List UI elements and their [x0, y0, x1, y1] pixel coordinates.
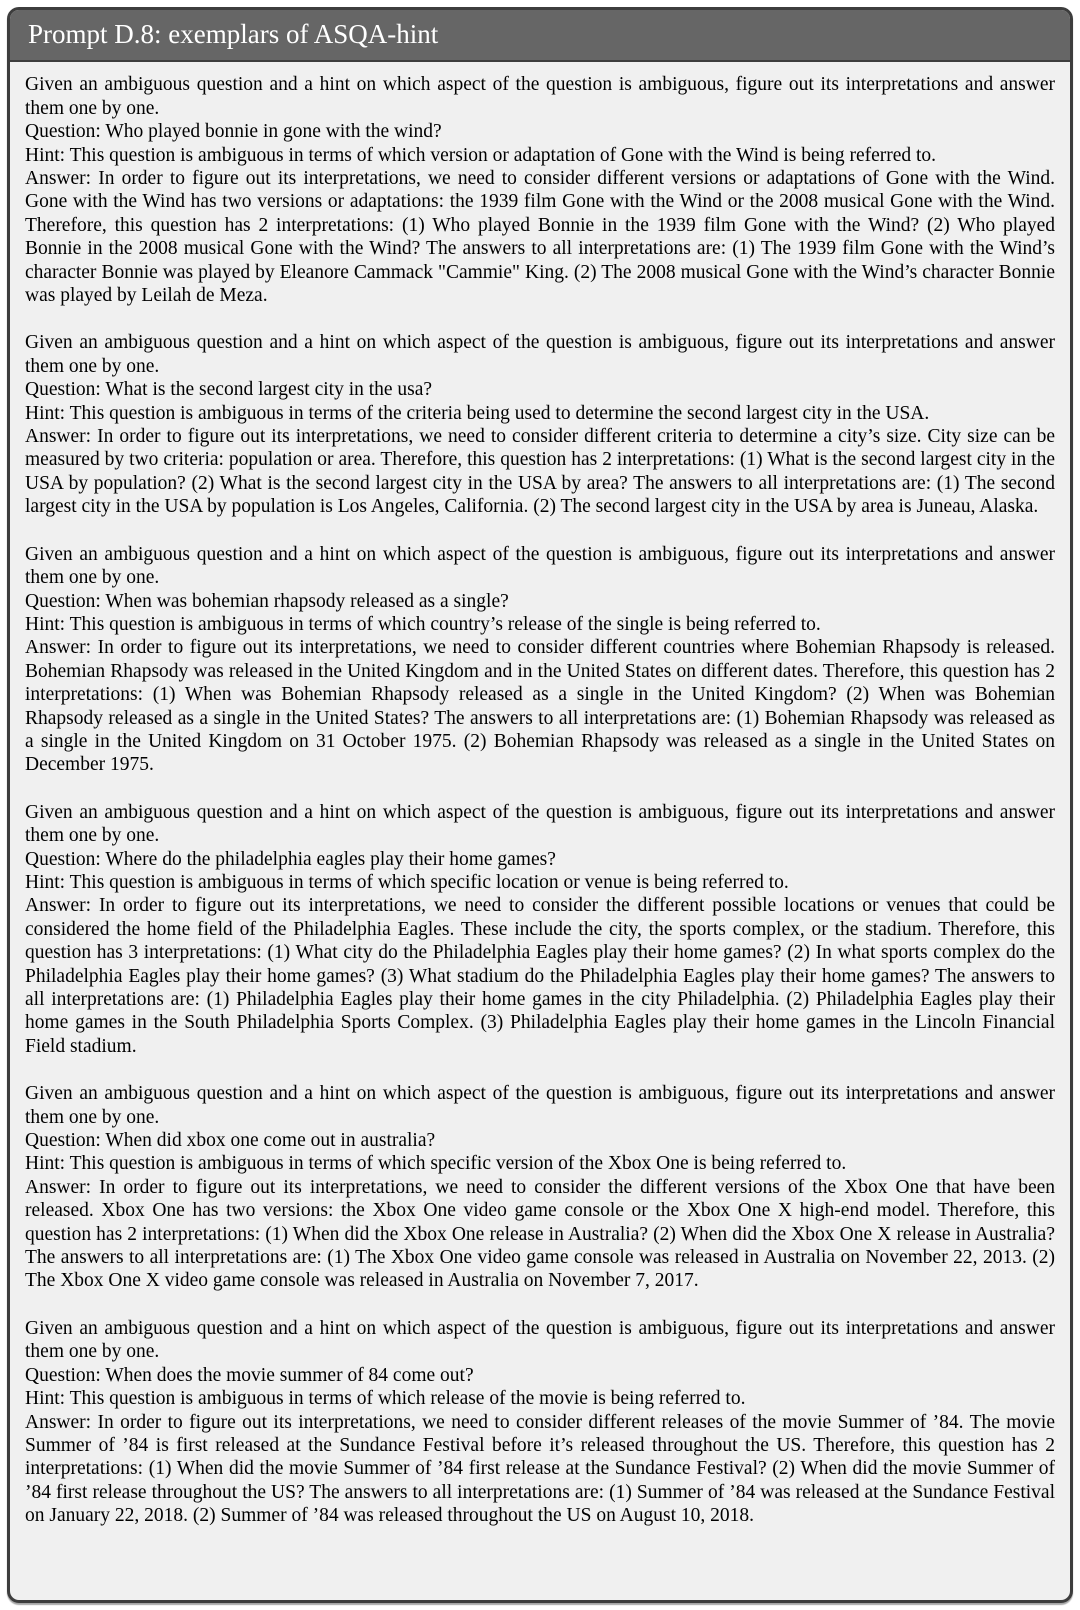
answer-text: In order to figure out its interpretations, we need to consider different releases of the movie Summer of ’84. The movie Summer of ’84 is first released at the Sundance Festival before it’s released throughout the US. Therefore, this question has 2 interpretations: (1) When did the movie Summer of ’84 first release at the Sundance Festival? (2) When did the movie Summer of ’84 first release throughout the US? The answers to all interpretations are: (1) Summer of ’84 was released at the Sundance Festival on January 22, 2018. (2) Summer of ’84 was released throughout the US on August 10, 2018.	[25, 1411, 1056, 1527]
question-label: Question:	[25, 121, 101, 143]
hint-label: Hint:	[25, 613, 66, 635]
exemplar-hint-line	[25, 1387, 1055, 1410]
exemplar-hint-line	[25, 871, 1055, 894]
answer-label: Answer:	[25, 1176, 92, 1198]
hint-text: This question is ambiguous in terms of which specific version of the Xbox One is being referred to.	[69, 1153, 847, 1175]
exemplar-question-line	[25, 590, 1055, 613]
exemplar	[25, 1317, 1055, 1528]
hint-label: Hint:	[25, 1388, 66, 1410]
question-text: When does the movie summer of 84 come out?	[105, 1364, 474, 1386]
question-text: What is the second largest city in the usa?	[105, 379, 433, 401]
question-label: Question:	[25, 1130, 101, 1152]
question-text: Who played bonnie in gone with the wind?	[105, 121, 442, 143]
hint-text: This question is ambiguous in terms of the criteria being used to determine the second largest city in the USA.	[69, 402, 930, 424]
exemplar-instruction: Given an ambiguous question and a hint on which aspect of the question is ambiguous, figure out its interpretations and answer them one by one.	[25, 1317, 1055, 1363]
exemplar-question-line	[25, 120, 1055, 143]
exemplar-hint-line	[25, 144, 1055, 167]
exemplar-question-line	[25, 378, 1055, 401]
exemplar-answer-line	[25, 1176, 1055, 1293]
prompt-title: Prompt D.8: exemplars of ASQA-hint	[10, 10, 1070, 62]
exemplar-hint-line	[25, 402, 1055, 425]
exemplar	[25, 801, 1055, 1058]
exemplar-question-line	[25, 848, 1055, 871]
exemplar	[25, 331, 1055, 518]
prompt-box	[7, 7, 1073, 1603]
question-text: When did xbox one come out in australia?	[105, 1130, 436, 1152]
answer-label: Answer:	[25, 895, 92, 917]
question-label: Question:	[25, 590, 101, 612]
exemplar	[25, 543, 1055, 777]
answer-text: In order to figure out its interpretations, we need to consider different criteria to determine a city’s size. City size can be measured by two criteria: population or area. Therefore, this question has 2 interpretations: (1) What is the second largest city in the USA by population? (2) What is the second largest city in the USA by area? The answers to all interpretations are: (1) The second largest city in the USA by population is Los Angeles, California. (2) The second largest city in the USA by area is Juneau, Alaska.	[25, 426, 1056, 518]
hint-text: This question is ambiguous in terms of which release of the movie is being referred to.	[69, 1388, 746, 1410]
exemplar-hint-line	[25, 613, 1055, 636]
exemplar-instruction: Given an ambiguous question and a hint on which aspect of the question is ambiguous, figure out its interpretations and answer them one by one.	[25, 74, 1055, 119]
question-label: Question:	[25, 379, 101, 401]
exemplar	[25, 73, 1055, 307]
answer-label: Answer:	[25, 637, 92, 659]
hint-label: Hint:	[25, 1153, 66, 1175]
exemplar-answer-line	[25, 636, 1055, 776]
exemplar	[25, 1082, 1055, 1293]
hint-label: Hint:	[25, 871, 66, 893]
exemplar-instruction: Given an ambiguous question and a hint on which aspect of the question is ambiguous, figure out its interpretations and answer them one by one.	[25, 1083, 1055, 1128]
answer-text: In order to figure out its interpretations, we need to consider different countries where Bohemian Rhapsody is released. Bohemian Rhapsody was released in the United Kingdom and in the United States on different dates. Therefore, this question has 2 interpretations: (1) When was Bohemian Rhapsody released as a single in the United Kingdom? (2) When was Bohemian Rhapsody released as a single in the United States? The answers to all interpretations are: (1) Bohemian Rhapsody was released as a single in the United Kingdom on 31 October 1975. (2) Bohemian Rhapsody was released as a single in the United States on December 1975.	[25, 637, 1056, 776]
exemplar-answer-line	[25, 894, 1055, 1058]
hint-text: This question is ambiguous in terms of which version or adaptation of Gone with the Wind is being referred to.	[69, 144, 937, 166]
prompt-body	[10, 62, 1070, 1527]
exemplar-hint-line	[25, 1152, 1055, 1175]
answer-label: Answer:	[25, 426, 92, 448]
answer-text: In order to figure out its interpretations, we need to consider the different versions of the Xbox One that have been released. Xbox One has two versions: the Xbox One video game console or the Xbox One X high-end model. Therefore, this question has 2 interpretations: (1) When did the Xbox One release in Australia? (2) When did the Xbox One X release in Australia? The answers to all interpretations are: (1) The Xbox One video game console was released in Australia on November 22, 2013. (2) The Xbox One X video game console was released in Australia on November 7, 2017.	[25, 1176, 1056, 1292]
hint-text: This question is ambiguous in terms of which specific location or venue is being referred to.	[69, 871, 789, 893]
answer-text: In order to figure out its interpretations, we need to consider the different possible locations or venues that could be considered the home field of the Philadelphia Eagles. These include the city, the sports complex, or the stadium. Therefore, this question has 3 interpretations: (1) What city do the Philadelphia Eagles play their home games? (2) In what sports complex do the Philadelphia Eagles play their home games? (3) What stadium do the Philadelphia Eagles play their home games? The answers to all interpretations are: (1) Philadelphia Eagles play their home games in the city Philadelphia. (2) Philadelphia Eagles play their home games in the South Philadelphia Sports Complex. (3) Philadelphia Eagles play their home games in the Lincoln Financial Field stadium.	[25, 895, 1056, 1057]
exemplar-question-line	[25, 1129, 1055, 1152]
hint-text: This question is ambiguous in terms of which country’s release of the single is being referred to.	[69, 613, 821, 635]
exemplar-instruction: Given an ambiguous question and a hint on which aspect of the question is ambiguous, figure out its interpretations and answer them one by one.	[25, 543, 1055, 589]
exemplar-answer-line	[25, 1411, 1055, 1528]
question-text: Where do the philadelphia eagles play their home games?	[105, 848, 556, 870]
answer-label: Answer:	[25, 168, 92, 190]
answer-text: In order to figure out its interpretations, we need to consider different versions or adaptations of Gone with the Wind. Gone with the Wind has two versions or adaptations: the 1939 film Gone with the Wind or the 2008 musical Gone with the Wind. Therefore, this question has 2 interpretations: (1) Who played Bonnie in the 1939 film Gone with the Wind? (2) Who played Bonnie in the 2008 musical Gone with the Wind? The answers to all interpretations are: (1) The 1939 film Gone with the Wind’s character Bonnie was played by Eleanore Cammack "Cammie" King. (2) The 2008 musical Gone with the Wind’s character Bonnie was played by Leilah de Meza.	[25, 168, 1056, 307]
exemplar-answer-line	[25, 425, 1055, 519]
exemplar-instruction: Given an ambiguous question and a hint on which aspect of the question is ambiguous, figure out its interpretations and answer them one by one.	[25, 332, 1055, 377]
exemplar-instruction: Given an ambiguous question and a hint on which aspect of the question is ambiguous, figure out its interpretations and answer them one by one.	[25, 801, 1055, 847]
hint-label: Hint:	[25, 402, 66, 424]
exemplar-answer-line	[25, 167, 1055, 307]
question-text: When was bohemian rhapsody released as a single?	[105, 590, 509, 612]
question-label: Question:	[25, 848, 101, 870]
hint-label: Hint:	[25, 144, 66, 166]
answer-label: Answer:	[25, 1411, 92, 1433]
exemplar-question-line	[25, 1364, 1055, 1387]
question-label: Question:	[25, 1364, 101, 1386]
